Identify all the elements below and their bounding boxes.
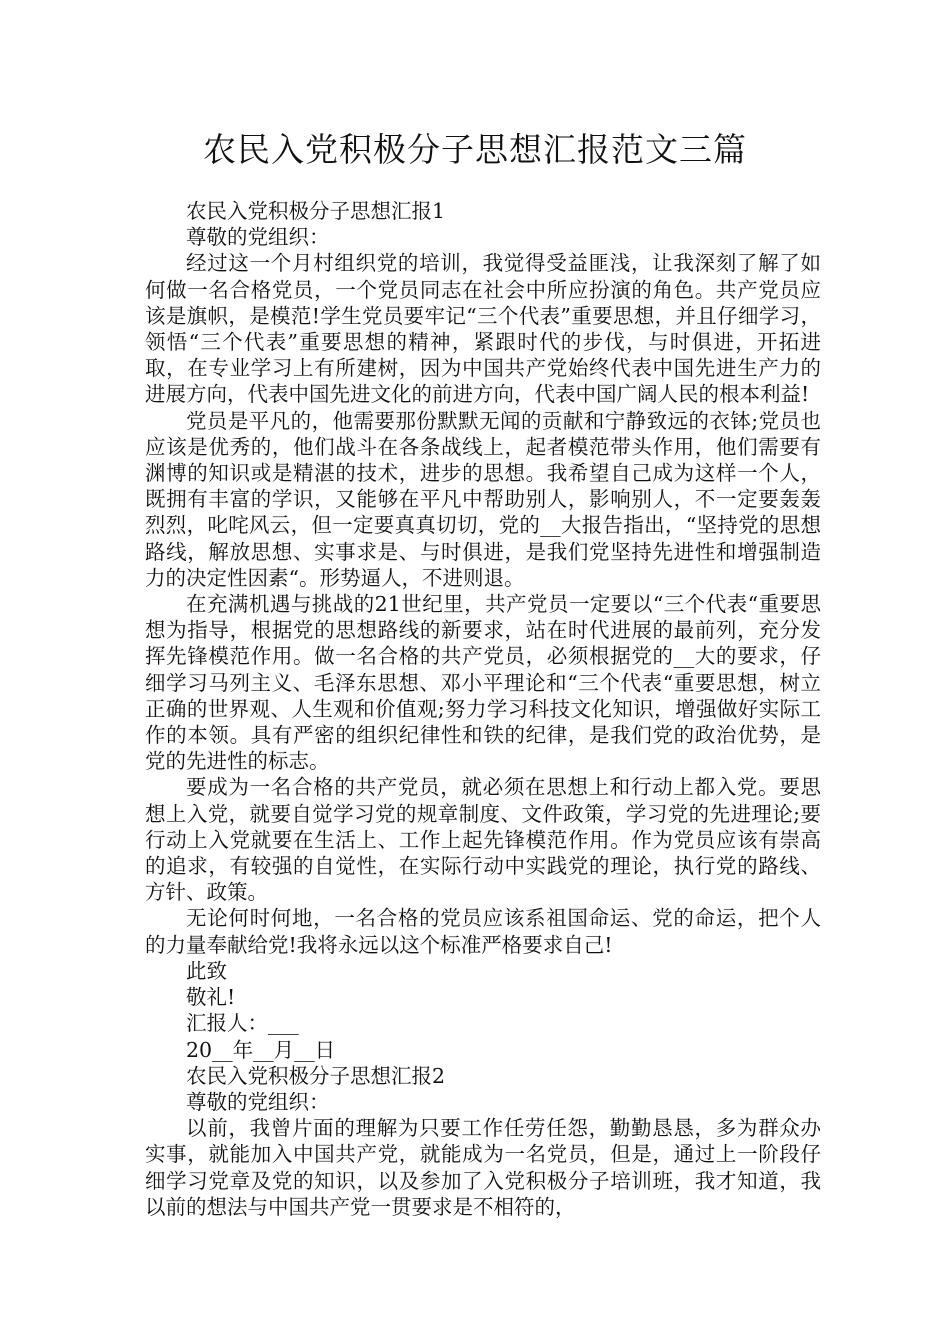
- report-2-salutation: 尊敬的党组织：: [186, 1089, 330, 1114]
- report-1-reporter: 汇报人：___: [186, 1011, 299, 1036]
- report-1-paragraph-3: 在充满机遇与挑战的21世纪里，共产党员一定要以“三个代表“重要思想为指导，根据党的思想路线的新要求，站在时代进展的最前列，充分发挥先锋模范作用。做一名合格的共产党员，必须根据党的__大的要求，仔细学习马列主义、毛泽东思想、邓小平理论和“三个代表“重要思想，树立正确的世界观、人生观和价值观;努力学习科技文化知识，增强做好实际工作的本领。具有严密的组织纪律性和铁的纪律，是我们党的政治优势，是党的先进性的标志。: [145, 592, 821, 774]
- report-1-paragraph-2: 党员是平凡的，他需要那份默默无闻的贡献和宁静致远的衣钵;党员也应该是优秀的，他们战斗在各条战线上，起者模范带头作用，他们需要有渊博的知识或是精湛的技术，进步的思想。我希望自己成为这样一个人，既拥有丰富的学识，又能够在平凡中帮助别人，影响别人，不一定要轰轰烈烈，叱咤风云，但一定要真真切切，党的__大报告指出，“坚持党的思想路线，解放思想、实事求是、与时俱进，是我们党坚持先进性和增强制造力的决定性因素“。形势逼人，不进则退。: [145, 408, 821, 590]
- report-1-paragraph-4: 要成为一名合格的共产党员，就必须在思想上和行动上都入党。要思想上入党，就要自觉学习党的规章制度、文件政策，学习党的先进理论;要行动上入党就要在生活上、工作上起先锋模范作用。作为党员应该有崇高的追求，有较强的自觉性，在实际行动中实践党的理论，执行党的路线、方针、政策。: [145, 775, 821, 905]
- report-1-closing: 此致: [186, 958, 227, 983]
- report-1-regards: 敬礼!: [186, 985, 236, 1010]
- report-2-heading: 农民入党积极分子思想汇报2: [186, 1063, 446, 1088]
- document-body: [145, 198, 821, 1220]
- report-1-salutation: 尊敬的党组织：: [186, 225, 330, 250]
- report-1-date: 20__年__月__日: [186, 1037, 336, 1062]
- report-2-paragraph-1: 以前，我曾片面的理解为只要工作任劳任怨，勤勤恳恳，多为群众办实事，就能加入中国共产党，就能成为一名党员，但是，通过上一阶段仔细学习党章及党的知识，以及参加了入党积极分子培训班，我才知道，我以前的想法与中国共产党一贯要求是不相符的，: [145, 1116, 821, 1219]
- document-title: 农民入党积极分子思想汇报范文三篇: [203, 130, 747, 169]
- report-1-paragraph-1: 经过这一个月村组织党的培训，我觉得受益匪浅，让我深刻了解了如何做一名合格党员，一个党员同志在社会中所应扮演的角色。共产党员应该是旗帜，是模范!学生党员要牢记“三个代表”重要思想，并且仔细学习，领悟“三个代表”重要思想的精神，紧跟时代的步伐，与时俱进，开拓进取，在专业学习上有所建树，因为中国共产党始终代表中国先进生产力的进展方向，代表中国先进文化的前进方向，代表中国广阔人民的根本利益!: [145, 251, 821, 407]
- report-1-paragraph-5: 无论何时何地，一名合格的党员应该系祖国命运、党的命运，把个人的力量奉献给党!我将永远以这个标准严格要求自己!: [145, 906, 821, 957]
- report-1-heading: 农民入党积极分子思想汇报1: [186, 199, 446, 223]
